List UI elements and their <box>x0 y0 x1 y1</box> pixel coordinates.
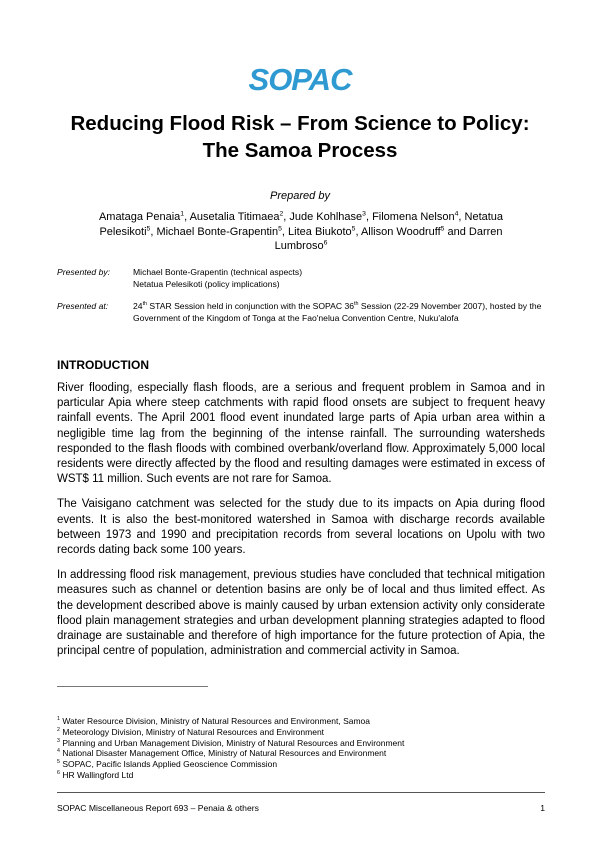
page-number: 1 <box>540 803 545 813</box>
presenter-policy: Netatua Pelesikoti (policy implications) <box>133 278 280 289</box>
presented-by-row <box>57 267 545 290</box>
footnotes-list <box>57 716 545 781</box>
footnote-text: Planning and Urban Management Division, Ministry of Natural Resources and Environment <box>62 737 405 748</box>
presentation-details <box>57 267 545 335</box>
title-line-2: The Samoa Process <box>202 139 398 162</box>
presented-by-value <box>133 267 545 290</box>
intro-paragraph-3: In addressing flood risk management, previous studies have concluded that technical mitigation measures such as channel or detention basins are only be of local and thus limited effect. As the development described above is mainly caused by urban extension activity only considerate flood plain management strategies and urban development planning strategies adapted to flood drainage are sustainable and therefore of high importance for the future protection of Apia, the principal centre of population, administration and commercial activity in Samoa. <box>57 569 545 658</box>
footnote-marker: 5 <box>57 759 60 766</box>
title-line-1: Reducing Flood Risk – From Science to Policy: <box>70 112 530 135</box>
presenter-technical: Michael Bonte-Grapentin (technical aspects) <box>133 267 303 277</box>
footer-rule <box>57 792 545 793</box>
prepared-by-label: Prepared by <box>270 190 330 202</box>
footnote-3 <box>57 738 545 749</box>
footnote-text: HR Wallingford Ltd <box>62 769 134 780</box>
sopac-logo: SOPAC <box>248 62 352 97</box>
footnote-6 <box>57 770 545 781</box>
footnote-text: National Disaster Management Office, Ministry of Natural Resources and Environment <box>62 748 387 759</box>
footnote-marker: 1 <box>57 716 60 723</box>
footnote-text: SOPAC, Pacific Islands Applied Geoscience Commission <box>62 759 278 770</box>
footnote-1 <box>57 716 545 727</box>
presented-at-label: Presented at: <box>57 301 109 311</box>
footnote-text: Meteorology Division, Ministry of Natural Resources and Environment <box>62 726 325 737</box>
footnote-marker: 6 <box>57 770 60 777</box>
document-title <box>0 110 600 164</box>
intro-paragraph-2: The Vaisigano catchment was selected for the study due to its impacts on Apia during flood events. It is also the best-monitored watershed in Samoa with discharge records available between 1973 and 1990 and precipitation records from several locations on Upolu with two records dating back some 100 years. <box>57 498 545 557</box>
footnote-5 <box>57 759 545 770</box>
presented-at-row <box>57 301 545 324</box>
presented-by-label: Presented by: <box>57 267 111 277</box>
footnote-marker: 3 <box>57 737 60 744</box>
footnote-2 <box>57 727 545 738</box>
footnote-marker: 2 <box>57 726 60 733</box>
footnote-marker: 4 <box>57 748 60 755</box>
footer-report-title: SOPAC Miscellaneous Report 693 – Penaia & others <box>57 803 259 813</box>
presented-at-value: 24th STAR Session held in conjunction with the SOPAC 36th Session (22-29 November 2007), hosted by the Government of the Kingdom of Tonga at the Fao'nelua Convention Centre, Nuku'alofa <box>133 301 542 323</box>
page-footer <box>57 803 545 813</box>
footnote-4 <box>57 748 545 759</box>
introduction-heading: INTRODUCTION <box>57 358 149 372</box>
introduction-section <box>57 358 545 669</box>
authors-line: Amataga Penaia$^1$, Ausetalia Titimaea$^2$, Jude Kohlhase$^3$, Filomena Nelson$^4$, Netatua Pelesikoti$^5$, Michael Bonte-Grapentin$^5$, Litea Biukoto$^5$, Allison Woodruff$^5$ and Darren Lumbroso$^6$ <box>98 210 504 252</box>
intro-paragraph-1: River flooding, especially flash floods, are a serious and frequent problem in Samoa and in particular Apia where steep catchments with rapid flood onsets are subject to frequent heavy rainfall events. The April 2001 flood event inundated large parts of Apia urban area within a negligible time lag from the beginning of the intense rainfall. The surrounding watersheds responded to the flash floods with combined overbank/overland flow. Approximately 5,000 local residents were directly affected by the flood and resulting damages were estimated in excess of WST$ 11 million. Such events are not rare for Samoa. <box>57 382 545 486</box>
footnote-text: Water Resource Division, Ministry of Natural Resources and Environment, Samoa <box>62 716 371 726</box>
footnote-separator <box>57 686 208 687</box>
